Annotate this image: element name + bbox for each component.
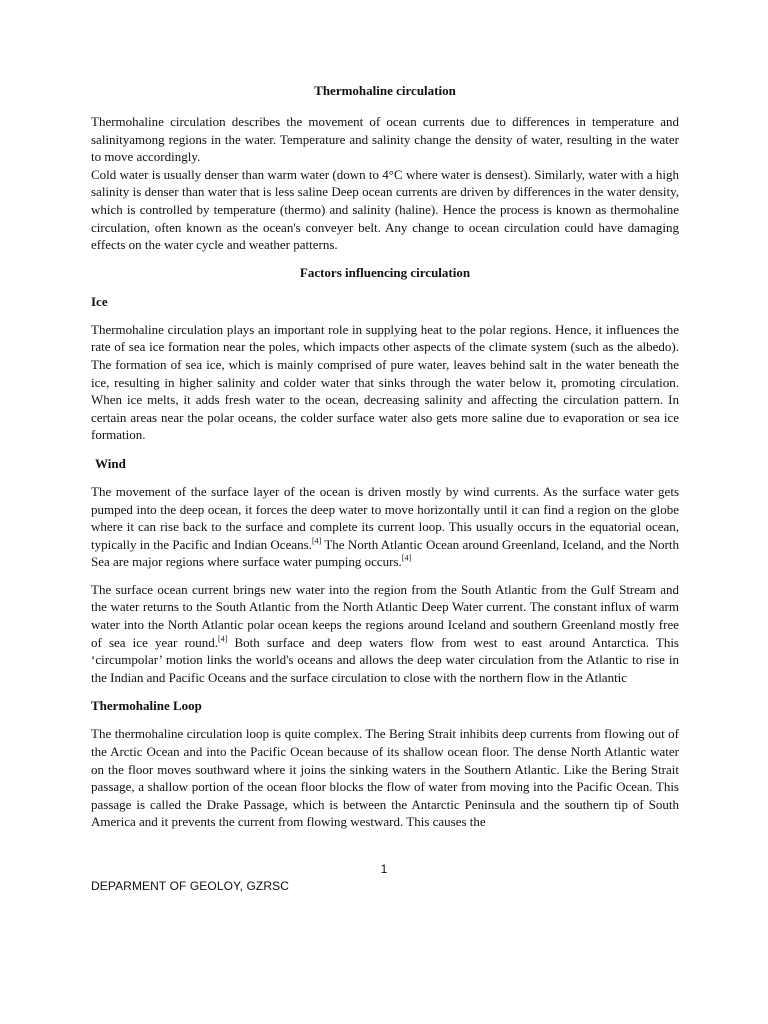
wind-paragraph-1-text-b: The North Atlantic Ocean around Greenland, Iceland, and the North Sea are major regions where surface water pumping occurs.: [91, 536, 680, 570]
document-title: Thermohaline circulation: [314, 83, 456, 98]
ice-heading: Ice: [91, 293, 108, 309]
wind-paragraph-2-text-a: The surface ocean current brings new water into the region from the South Atlantic from the Gulf Stream and the water returns to the South Atlantic from the North Atlantic Deep Water current. The constant influx of warm water into the North Atlantic polar ocean keeps the regions around Iceland and southern Greenland mostly free of sea ice year round.: [91, 581, 679, 650]
footer-department: DEPARMENT OF GEOLOY, GZRSC: [91, 879, 289, 893]
citation-ref[interactable]: [4]: [218, 634, 228, 644]
citation-ref[interactable]: [4]: [401, 553, 412, 563]
wind-paragraph-2: [91, 581, 679, 687]
page-number: 1: [380, 862, 388, 876]
ice-paragraph: Thermohaline circulation plays an important role in supplying heat to the polar regions. Hence, it influences the rate of sea ice formation near the poles, which impacts other aspects of the climate system (such as the albedo). The formation of sea ice, which is mainly comprised of pure water, leaves behind salt in the water beneath the ice, resulting in higher salinity and colder water that sinks through the water below it, promoting circulation. When ice melts, it adds fresh water to the ocean, decreasing salinity and affecting the circulation pattern. In certain areas near the polar oceans, the colder surface water also gets more saline due to evaporation or sea ice formation.: [91, 321, 679, 443]
wind-paragraph-1-text-a: The movement of the surface layer of the ocean is driven mostly by wind currents. As the surface water gets pumped into the deep ocean, it forces the deep water to move horizontally until it can find a region on the globe where it can rise back to the surface and complete its current loop. This usually occurs in the equatorial ocean, typically in the Pacific and Indian Oceans.: [91, 483, 679, 552]
wind-paragraph-2-text-b: Both surface and deep waters flow from west to east around Antarctica. This ‘circumpolar’ motion links the world's oceans and allows the deep water circulation from the Atlantic to rise in the Indian and Pacific Oceans and the surface circulation to close with the northern flow in the Atlantic: [91, 634, 679, 685]
citation-ref[interactable]: [4]: [311, 536, 322, 546]
thermohaline-loop-heading: Thermohaline Loop: [91, 698, 202, 714]
intro-paragraph-2: Cold water is usually denser than warm water (down to 4°C where water is densest). Similarly, water with a high salinity is denser than water that is less saline Deep ocean currents are driven by differences in the water density, which is controlled by temperature (thermo) and salinity (haline). Hence the process is known as thermohaline circulation, often known as the ocean's conveyer belt. Any change to ocean circulation could have damaging effects on the water cycle and weather patterns.: [91, 166, 679, 253]
thermohaline-loop-paragraph: The thermohaline circulation loop is quite complex. The Bering Strait inhibits deep currents from flowing out of the Arctic Ocean and into the Pacific Ocean because of its shallow ocean floor. The dense North Atlantic water on the floor moves southward where it joins the sinking waters in the Southern Atlantic. Like the Bering Strait passage, a shallow portion of the ocean floor blocks the flow of water from moving into the Pacific Ocean. This passage is called the Drake Passage, which is between the Antarctic Peninsula and the southern tip of South America and it prevents the current from flowing westward. This causes the: [91, 726, 679, 830]
wind-heading: Wind: [95, 455, 126, 471]
wind-paragraph-1: [91, 483, 679, 571]
factors-heading: Factors influencing circulation: [299, 264, 471, 280]
intro-paragraph-1: Thermohaline circulation describes the movement of ocean currents due to differences in temperature and salinityamong regions in the water. Temperature and salinity change the density of water, resulting in the water to move accordingly.: [91, 114, 679, 165]
document-body: [91, 82, 679, 831]
